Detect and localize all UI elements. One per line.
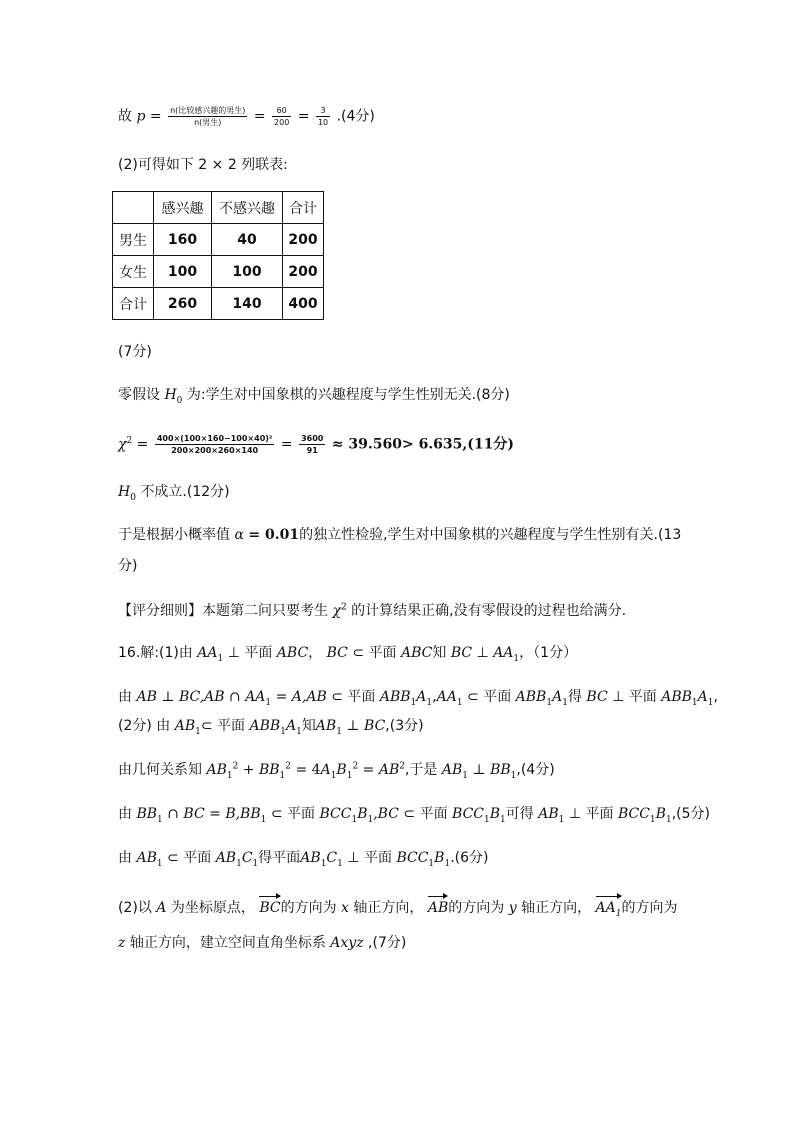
table-row bbox=[113, 256, 324, 288]
subscript: 1 bbox=[444, 858, 451, 869]
math: B bbox=[357, 806, 368, 822]
text: (2)以 bbox=[118, 900, 152, 916]
grading-note bbox=[118, 601, 626, 621]
math: ABC bbox=[276, 645, 309, 661]
var-h: H bbox=[164, 387, 177, 403]
equals: = bbox=[280, 436, 293, 453]
subscript: 1 bbox=[558, 814, 565, 825]
vector-ab: AB bbox=[427, 900, 449, 916]
table-cell: 40 bbox=[212, 224, 283, 256]
subscript: 1 bbox=[260, 814, 267, 825]
superscript: 2 bbox=[232, 761, 239, 772]
q16-line-8 bbox=[118, 933, 406, 953]
math: AB bbox=[300, 850, 321, 866]
text: 轴正方向， bbox=[353, 900, 424, 916]
subscript: 1 bbox=[484, 814, 490, 825]
superscript: 2 bbox=[352, 761, 359, 772]
subscript: 1 bbox=[456, 697, 463, 708]
math: BCC bbox=[319, 806, 352, 822]
subscript: 1 bbox=[296, 726, 302, 737]
chi-square-formula bbox=[118, 433, 514, 456]
math: ABB bbox=[379, 689, 411, 705]
equals: = bbox=[136, 436, 149, 453]
subscript: 1 bbox=[320, 858, 327, 869]
math: BC bbox=[183, 806, 205, 822]
q16-line-1 bbox=[118, 643, 577, 663]
text: , bbox=[432, 689, 437, 705]
text: 不成立.(12分) bbox=[140, 484, 230, 500]
fraction-numerator: 400×(100×160−100×40)² bbox=[156, 434, 273, 443]
fraction-2 bbox=[272, 105, 291, 128]
math: AB bbox=[136, 850, 157, 866]
superscript: 2 bbox=[285, 761, 292, 772]
table-cell: 100 bbox=[154, 256, 212, 288]
superscript: 2 bbox=[399, 761, 405, 772]
fraction-numerator: n(比较感兴趣的男生) bbox=[170, 106, 246, 115]
q16-line-2 bbox=[118, 687, 718, 707]
table-header-cell: 合计 bbox=[283, 192, 324, 224]
fraction-denominator: 91 bbox=[306, 446, 318, 455]
subscript: 1 bbox=[426, 697, 433, 708]
fraction-1 bbox=[168, 105, 247, 128]
text: .(6分) bbox=[450, 850, 489, 866]
math: A bbox=[552, 689, 563, 705]
math: BC bbox=[326, 645, 348, 661]
subscript: 1 bbox=[367, 814, 374, 825]
fraction-numerator: 3600 bbox=[301, 434, 324, 443]
fraction-denominator: 200 bbox=[274, 118, 290, 127]
subscript: 1 bbox=[157, 814, 163, 825]
text: 得 bbox=[567, 689, 582, 705]
math: AB bbox=[538, 806, 559, 822]
math: ABB bbox=[249, 718, 281, 734]
math: BB bbox=[258, 762, 280, 778]
symbol: ⊥ bbox=[472, 762, 486, 778]
var-p: p bbox=[136, 108, 146, 125]
q16-line-3 bbox=[118, 716, 424, 736]
math: A bbox=[285, 718, 297, 734]
symbol: ∩ bbox=[229, 689, 241, 705]
math: AB bbox=[315, 718, 337, 734]
text: ⊂ 平面 bbox=[270, 806, 316, 822]
fraction-numerator: 60 bbox=[272, 105, 291, 117]
math: C bbox=[326, 850, 338, 866]
table-header-row bbox=[113, 192, 324, 224]
subscript: 1 bbox=[336, 726, 342, 737]
math: Axyz bbox=[330, 935, 364, 951]
subscript: 1 bbox=[691, 697, 698, 708]
text: 轴正方向，建立空间直角坐标系 bbox=[129, 935, 326, 951]
text: ,于是 bbox=[404, 762, 438, 778]
math: A bbox=[416, 689, 427, 705]
vector-bc: BC bbox=[259, 900, 281, 916]
text: 的方向为 bbox=[280, 900, 337, 916]
symbol: ⊥ bbox=[346, 718, 360, 734]
table-intro: (2)可得如下 2 × 2 列联表: bbox=[118, 157, 288, 173]
math: BCC bbox=[617, 806, 650, 822]
table-cell: 200 bbox=[283, 256, 324, 288]
text: , bbox=[713, 689, 718, 705]
math: AB bbox=[206, 762, 227, 778]
math: ABB bbox=[515, 689, 547, 705]
text: ,(5分) bbox=[671, 806, 710, 822]
var-h: H bbox=[118, 484, 131, 500]
fraction-chi bbox=[155, 433, 275, 456]
math: ABB bbox=[661, 689, 692, 705]
text: ⊥ bbox=[476, 645, 489, 661]
subscript: 1 bbox=[649, 814, 656, 825]
subscript: 1 bbox=[546, 697, 553, 708]
math: AA bbox=[595, 900, 616, 916]
text: ≈ 39.560> 6.635,(11分) bbox=[331, 436, 515, 453]
text: ⊂ 平面 bbox=[403, 806, 448, 822]
subscript: 1 bbox=[330, 770, 337, 781]
alpha-symbol: α bbox=[234, 527, 244, 543]
table-cell: 100 bbox=[212, 256, 283, 288]
chi-symbol: χ bbox=[332, 603, 341, 619]
math: ABC bbox=[400, 645, 433, 661]
null-hypothesis bbox=[118, 385, 510, 405]
table-header-cell: 感兴趣 bbox=[154, 192, 212, 224]
math: BC bbox=[364, 718, 386, 734]
q16-line-5 bbox=[118, 804, 710, 824]
math: BB bbox=[136, 806, 158, 822]
text: 的方向为 bbox=[621, 900, 678, 916]
subscript: 1 bbox=[252, 858, 259, 869]
text: 零假设 bbox=[118, 387, 160, 403]
equals: = bbox=[297, 108, 310, 125]
text: 的独立性检验,学生对中国象棋的兴趣程度与学生性别有关.(13 bbox=[299, 527, 682, 543]
score-note: .(4分) bbox=[336, 108, 375, 125]
table-row-label: 女生 bbox=[113, 256, 154, 288]
math: BCC bbox=[396, 850, 429, 866]
fraction-denominator: n(男生) bbox=[194, 118, 222, 127]
table-row bbox=[113, 224, 324, 256]
table-header-cell: 不感兴趣 bbox=[212, 192, 283, 224]
contingency-table bbox=[112, 191, 324, 320]
subscript: 1 bbox=[510, 770, 517, 781]
math: AB bbox=[441, 762, 463, 778]
subscript: 1 bbox=[410, 697, 417, 708]
math: AB bbox=[215, 850, 237, 866]
math: z bbox=[118, 935, 126, 951]
table-row-label: 合计 bbox=[113, 288, 154, 320]
fraction-chi-2 bbox=[299, 433, 325, 456]
text: = 0.01 bbox=[248, 527, 300, 543]
text: 由几何关系知 bbox=[118, 762, 202, 778]
fraction-denominator: 200×200×260×140 bbox=[171, 446, 259, 455]
text: 的计算结果正确,没有零假设的过程也给满分. bbox=[351, 603, 627, 619]
math: C bbox=[241, 850, 253, 866]
text: ⊥ 平面 bbox=[347, 850, 392, 866]
symbol: + bbox=[242, 762, 255, 778]
subscript: 1 bbox=[156, 858, 163, 869]
conclusion bbox=[118, 525, 681, 545]
subscript: 1 bbox=[351, 814, 358, 825]
equals: = bbox=[149, 108, 162, 125]
q16-line-6 bbox=[118, 848, 488, 868]
text: 知 bbox=[432, 645, 447, 661]
table-row bbox=[113, 288, 324, 320]
math: AA bbox=[245, 689, 266, 705]
text: ,(3分) bbox=[385, 718, 424, 734]
text: ,(7分) bbox=[368, 935, 407, 951]
text: ⊥ 平面 bbox=[227, 645, 273, 661]
text: 为坐标原点， bbox=[170, 900, 255, 916]
math: AA bbox=[493, 645, 514, 661]
math: AA bbox=[436, 689, 457, 705]
text: 由 bbox=[118, 850, 132, 866]
subscript: 1 bbox=[226, 770, 233, 781]
text: 由 bbox=[118, 806, 132, 822]
math: ,BC bbox=[373, 806, 399, 822]
text: ⊂ 平面 bbox=[331, 689, 376, 705]
subscript: 1 bbox=[513, 653, 520, 664]
text: ⊂ 平面 bbox=[352, 645, 397, 661]
math: A bbox=[320, 762, 331, 778]
symbol: = 4 bbox=[295, 762, 321, 778]
symbol: = bbox=[275, 689, 288, 705]
q16-line-4 bbox=[118, 760, 555, 780]
table-row-label: 男生 bbox=[113, 224, 154, 256]
fraction-3 bbox=[316, 105, 330, 128]
table-cell bbox=[113, 192, 154, 224]
text: ⊥ 平面 bbox=[612, 689, 657, 705]
text: 故 bbox=[118, 108, 132, 125]
subscript: 0 bbox=[130, 492, 136, 503]
conclusion-cont: 分) bbox=[118, 558, 138, 574]
h0-rejected bbox=[118, 482, 230, 502]
subscript: 1 bbox=[217, 653, 224, 664]
fraction-denominator: 10 bbox=[317, 118, 329, 127]
subscript: 1 bbox=[562, 697, 568, 708]
prob-line bbox=[118, 105, 375, 128]
subscript: 1 bbox=[279, 770, 286, 781]
subscript: 1 bbox=[665, 814, 672, 825]
subscript: 1 bbox=[428, 858, 435, 869]
text: 可得 bbox=[505, 806, 534, 822]
subscript: 1 bbox=[337, 858, 343, 869]
math: AA bbox=[197, 645, 218, 661]
subscript: 0 bbox=[176, 395, 183, 406]
math: A,AB bbox=[291, 689, 327, 705]
subscript: 1 bbox=[280, 726, 286, 737]
subscript: 1 bbox=[615, 908, 622, 919]
text: ， bbox=[308, 645, 323, 661]
math: AB bbox=[378, 762, 400, 778]
subscript: 1 bbox=[462, 770, 469, 781]
subscript: 1 bbox=[195, 726, 201, 737]
text: ⊂ 平面 bbox=[200, 718, 246, 734]
text: ⊂ 平面 bbox=[467, 689, 512, 705]
text: 知 bbox=[301, 718, 316, 734]
math: A bbox=[156, 900, 167, 916]
math: x bbox=[341, 900, 349, 916]
text: 的方向为 bbox=[448, 900, 505, 916]
symbol: = bbox=[362, 762, 375, 778]
table-cell: 160 bbox=[154, 224, 212, 256]
text: 得平面 bbox=[258, 850, 301, 866]
subscript: 1 bbox=[236, 858, 242, 869]
subscript: 1 bbox=[346, 770, 353, 781]
table-cell: 260 bbox=[154, 288, 212, 320]
symbol: ∩ bbox=[167, 806, 179, 822]
table-cell: 140 bbox=[212, 288, 283, 320]
math: BC,AB bbox=[178, 689, 225, 705]
vector-aa1 bbox=[596, 898, 622, 918]
text: ⊂ 平面 bbox=[167, 850, 212, 866]
text: 于是根据小概率值 bbox=[118, 527, 230, 543]
score-note: (7分) bbox=[118, 344, 152, 360]
text: 轴正方向， bbox=[521, 900, 592, 916]
math: BB bbox=[490, 762, 511, 778]
math: B,BB bbox=[225, 806, 261, 822]
text: 为:学生对中国象棋的兴趣程度与学生性别无关.(8分) bbox=[186, 387, 510, 403]
symbol: = bbox=[209, 806, 221, 822]
text: 16.解:(1)由 bbox=[118, 645, 193, 661]
math: BCC bbox=[452, 806, 485, 822]
subscript: 1 bbox=[265, 697, 272, 708]
text: 由 bbox=[118, 689, 132, 705]
table-cell: 200 bbox=[283, 224, 324, 256]
superscript: 2 bbox=[340, 602, 347, 613]
math: B bbox=[336, 762, 347, 778]
math: AB bbox=[136, 689, 157, 705]
math: AB bbox=[174, 718, 196, 734]
text: ⊥ 平面 bbox=[568, 806, 614, 822]
equals: = bbox=[253, 108, 266, 125]
math: y bbox=[508, 900, 517, 916]
table-cell: 400 bbox=[283, 288, 324, 320]
math: B bbox=[434, 850, 445, 866]
fraction-numerator: 3 bbox=[316, 105, 330, 117]
subscript: 1 bbox=[707, 697, 714, 708]
math: A bbox=[697, 689, 708, 705]
math: BC bbox=[586, 689, 608, 705]
text: 【评分细则】本题第二问只要考生 bbox=[118, 603, 328, 619]
math: BC bbox=[450, 645, 473, 661]
chi-symbol: χ bbox=[118, 436, 127, 453]
q16-line-7 bbox=[118, 898, 678, 918]
subscript: 1 bbox=[500, 814, 506, 825]
text: (2分) 由 bbox=[118, 718, 171, 734]
math: B bbox=[489, 806, 501, 822]
symbol: ⊥ bbox=[161, 689, 175, 705]
text: ，（1分） bbox=[519, 645, 578, 661]
math: B bbox=[655, 806, 666, 822]
text: ,(4分) bbox=[516, 762, 555, 778]
superscript: 2 bbox=[126, 435, 133, 446]
